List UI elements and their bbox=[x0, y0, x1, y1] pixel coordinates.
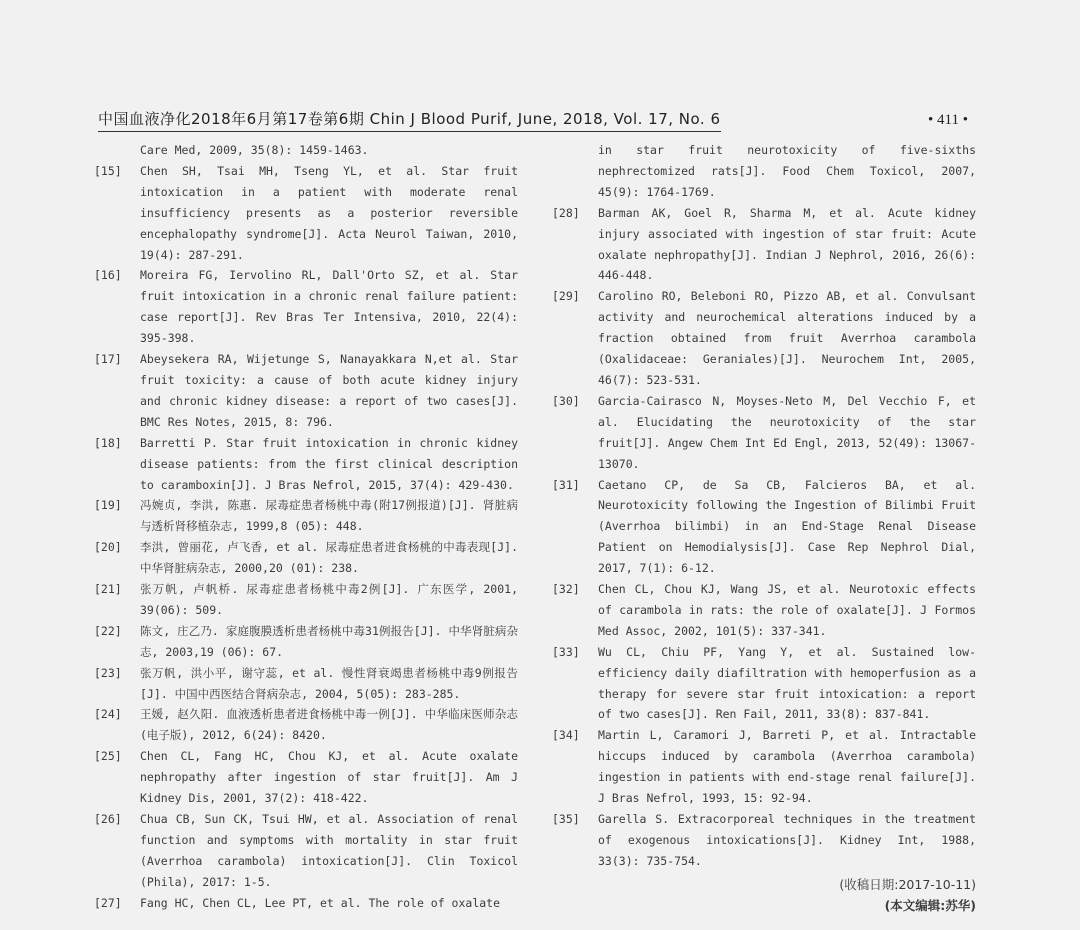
reference-text: 王媛, 赵久阳. 血液透析患者进食杨桃中毒一例[J]. 中华临床医师杂志(电子版), 2012, 6(24): 8420. bbox=[140, 707, 518, 743]
article-footer bbox=[552, 874, 976, 916]
right-column bbox=[552, 140, 976, 916]
reference-text: Caetano CP, de Sa CB, Falcieros BA, et al. Neurotoxicity following the Ingestion of Bilimbi Fruit (Averrhoa bilimbi) in an End-Stage Renal Disease Patient on Hemodialysis[J]. Case Rep Nephrol Dial, 2017, 7(1): 6-12. bbox=[598, 477, 976, 576]
received-date: (收稿日期:2017-10-11) bbox=[839, 876, 976, 892]
reference-number: [35] bbox=[552, 812, 580, 826]
page-header bbox=[98, 108, 968, 132]
reference-text: 李洪, 曾丽花, 卢飞香, et al. 尿毒症患者进食杨桃的中毒表现[J]. 中华肾脏病杂志, 2000,20 (01): 238. bbox=[140, 540, 518, 576]
reference-item bbox=[94, 893, 518, 914]
reference-text: Abeysekera RA, Wijetunge S, Nanayakkara N,et al. Star fruit toxicity: a cause of both acute kidney injury and chronic kidney disease: a report of two cases[J]. BMC Res Notes, 2015, 8: 796. bbox=[140, 352, 518, 429]
reference-item bbox=[94, 809, 518, 893]
reference-item bbox=[94, 746, 518, 809]
reference-item bbox=[94, 663, 518, 705]
reference-number: [21] bbox=[94, 582, 122, 597]
left-column bbox=[94, 140, 518, 914]
reference-number: [23] bbox=[94, 665, 122, 680]
editor-credit: (本文编辑:苏华) bbox=[884, 897, 976, 913]
reference-item bbox=[552, 809, 976, 872]
reference-text: Chua CB, Sun CK, Tsui HW, et al. Association of renal function and symptoms with mortality in star fruit (Averrhoa carambola) intoxication[J]. Clin Toxicol (Phila), 2017: 1-5. bbox=[140, 812, 518, 889]
reference-text: Chen CL, Chou KJ, Wang JS, et al. Neurotoxic effects of carambola in rats: the role of oxalate[J]. J Formos Med Assoc, 2002, 101(5): 337-341. bbox=[598, 582, 976, 638]
reference-item bbox=[94, 495, 518, 537]
reference-text: 张万帆, 卢帆桥. 尿毒症患者杨桃中毒2例[J]. 广东医学, 2001, 39(06): 509. bbox=[140, 582, 518, 617]
reference-number: [19] bbox=[94, 498, 122, 513]
reference-number: [15] bbox=[94, 163, 122, 178]
reference-text: Martin L, Caramori J, Barreti P, et al. Intractable hiccups induced by carambola (Averrhoa carambola) ingestion in patients with end-stage renal failure[J]. J Bras Nefrol, 1993, 15: 92-94. bbox=[598, 728, 976, 806]
reference-text: Chen CL, Fang HC, Chou KJ, et al. Acute oxalate nephropathy after ingestion of star fruit[J]. Am J Kidney Dis, 2001, 37(2): 418-422. bbox=[140, 749, 518, 806]
page-number: • 411 • bbox=[928, 111, 968, 128]
reference-text: Barretti P. Star fruit intoxication in chronic kidney disease patients: from the first clinical description to caramboxin[J]. J Bras Nefrol, 2015, 37(4): 429-430. bbox=[140, 435, 518, 492]
reference-item bbox=[94, 433, 518, 496]
reference-item bbox=[94, 704, 518, 746]
reference-item bbox=[552, 642, 976, 726]
reference-number: [33] bbox=[552, 644, 580, 659]
reference-text: Wu CL, Chiu PF, Yang Y, et al. Sustained low-efficiency daily diafiltration with hemoperfusion as a therapy for severe star fruit intoxication: a report of two cases[J]. Ren Fail, 2011, 33(8): 837-841. bbox=[598, 644, 976, 722]
reference-text: Fang HC, Chen CL, Lee PT, et al. The role of oxalate bbox=[140, 895, 501, 910]
reference-text: Moreira FG, Iervolino RL, Dall'Orto SZ, et al. Star fruit intoxication in a chronic renal failure patient: case report[J]. Rev Bras Ter Intensiva, 2010, 22(4): 395-398. bbox=[140, 268, 518, 346]
reference-text: 陈文, 庄乙乃. 家庭腹膜透析患者杨桃中毒31例报告[J]. 中华肾脏病杂志, 2003,19 (06): 67. bbox=[140, 623, 518, 659]
reference-number: [28] bbox=[552, 205, 580, 220]
reference-item bbox=[94, 621, 518, 663]
reference-number: [24] bbox=[94, 707, 122, 722]
reference-text: Garella S. Extracorporeal techniques in the treatment of exogenous intoxications[J]. Kidney Int, 1988, 33(3): 735-754. bbox=[598, 812, 976, 868]
continued-reference: in star fruit neurotoxicity of five-sixths nephrectomized rats[J]. Food Chem Toxicol, 2007, 45(9): 1764-1769. bbox=[598, 143, 976, 199]
reference-item bbox=[94, 579, 518, 621]
reference-text: Carolino RO, Beleboni RO, Pizzo AB, et al. Convulsant activity and neurochemical alterations induced by a fraction obtained from fruit Averrhoa carambola (Oxalidaceae: Geraniales)[J]. Neurochem Int, 2005, 46(7): 523-531. bbox=[598, 289, 976, 387]
reference-text: Garcia-Cairasco N, Moyses-Neto M, Del Vecchio F, et al. Elucidating the neurotoxicity of the star fruit[J]. Angew Chem Int Ed Engl, 2013, 52(49): 13067-13070. bbox=[598, 393, 976, 471]
reference-text: 张万帆, 洪小平, 谢守蕊, et al. 慢性肾衰竭患者杨桃中毒9例报告[J]. 中国中西医结合肾病杂志, 2004, 5(05): 283-285. bbox=[140, 665, 518, 701]
reference-number: [20] bbox=[94, 540, 122, 555]
reference-text: 冯婉贞, 李洪, 陈惠. 尿毒症患者杨桃中毒(附17例报道)[J]. 肾脏病与透析肾移植杂志, 1999,8 (05): 448. bbox=[140, 498, 518, 534]
reference-item bbox=[552, 391, 976, 475]
reference-number: [26] bbox=[94, 812, 122, 826]
reference-number: [16] bbox=[94, 268, 122, 283]
reference-item bbox=[552, 475, 976, 580]
reference-item bbox=[552, 579, 976, 642]
reference-item bbox=[94, 537, 518, 579]
reference-number: [22] bbox=[94, 623, 122, 638]
reference-item bbox=[552, 725, 976, 809]
reference-number: [32] bbox=[552, 582, 580, 597]
reference-item bbox=[94, 349, 518, 433]
reference-text: Barman AK, Goel R, Sharma M, et al. Acute kidney injury associated with ingestion of star fruit: Acute oxalate nephropathy[J]. Indian J Nephrol, 2016, 26(6): 446-448. bbox=[598, 205, 976, 283]
reference-number: [29] bbox=[552, 289, 580, 304]
reference-number: [18] bbox=[94, 435, 122, 450]
reference-text: Chen SH, Tsai MH, Tseng YL, et al. Star fruit intoxication in a patient with moderate renal insufficiency presents as a posterior reversible encephalopathy syndrome[J]. Acta Neurol Taiwan, 2010, 19(4): 287-291. bbox=[140, 163, 518, 262]
reference-number: [27] bbox=[94, 895, 122, 910]
reference-number: [34] bbox=[552, 728, 580, 743]
reference-item bbox=[552, 203, 976, 287]
continued-reference: Care Med, 2009, 35(8): 1459-1463. bbox=[140, 143, 369, 157]
reference-number: [31] bbox=[552, 477, 580, 492]
reference-item bbox=[552, 286, 976, 391]
reference-item bbox=[94, 161, 518, 266]
reference-number: [30] bbox=[552, 393, 580, 408]
journal-citation-line: 中国血液净化2018年6月第17卷第6期 Chin J Blood Purif, June, 2018, Vol. 17, No. 6 bbox=[98, 108, 721, 132]
reference-number: [25] bbox=[94, 749, 122, 764]
reference-number: [17] bbox=[94, 352, 122, 367]
reference-item bbox=[94, 265, 518, 349]
